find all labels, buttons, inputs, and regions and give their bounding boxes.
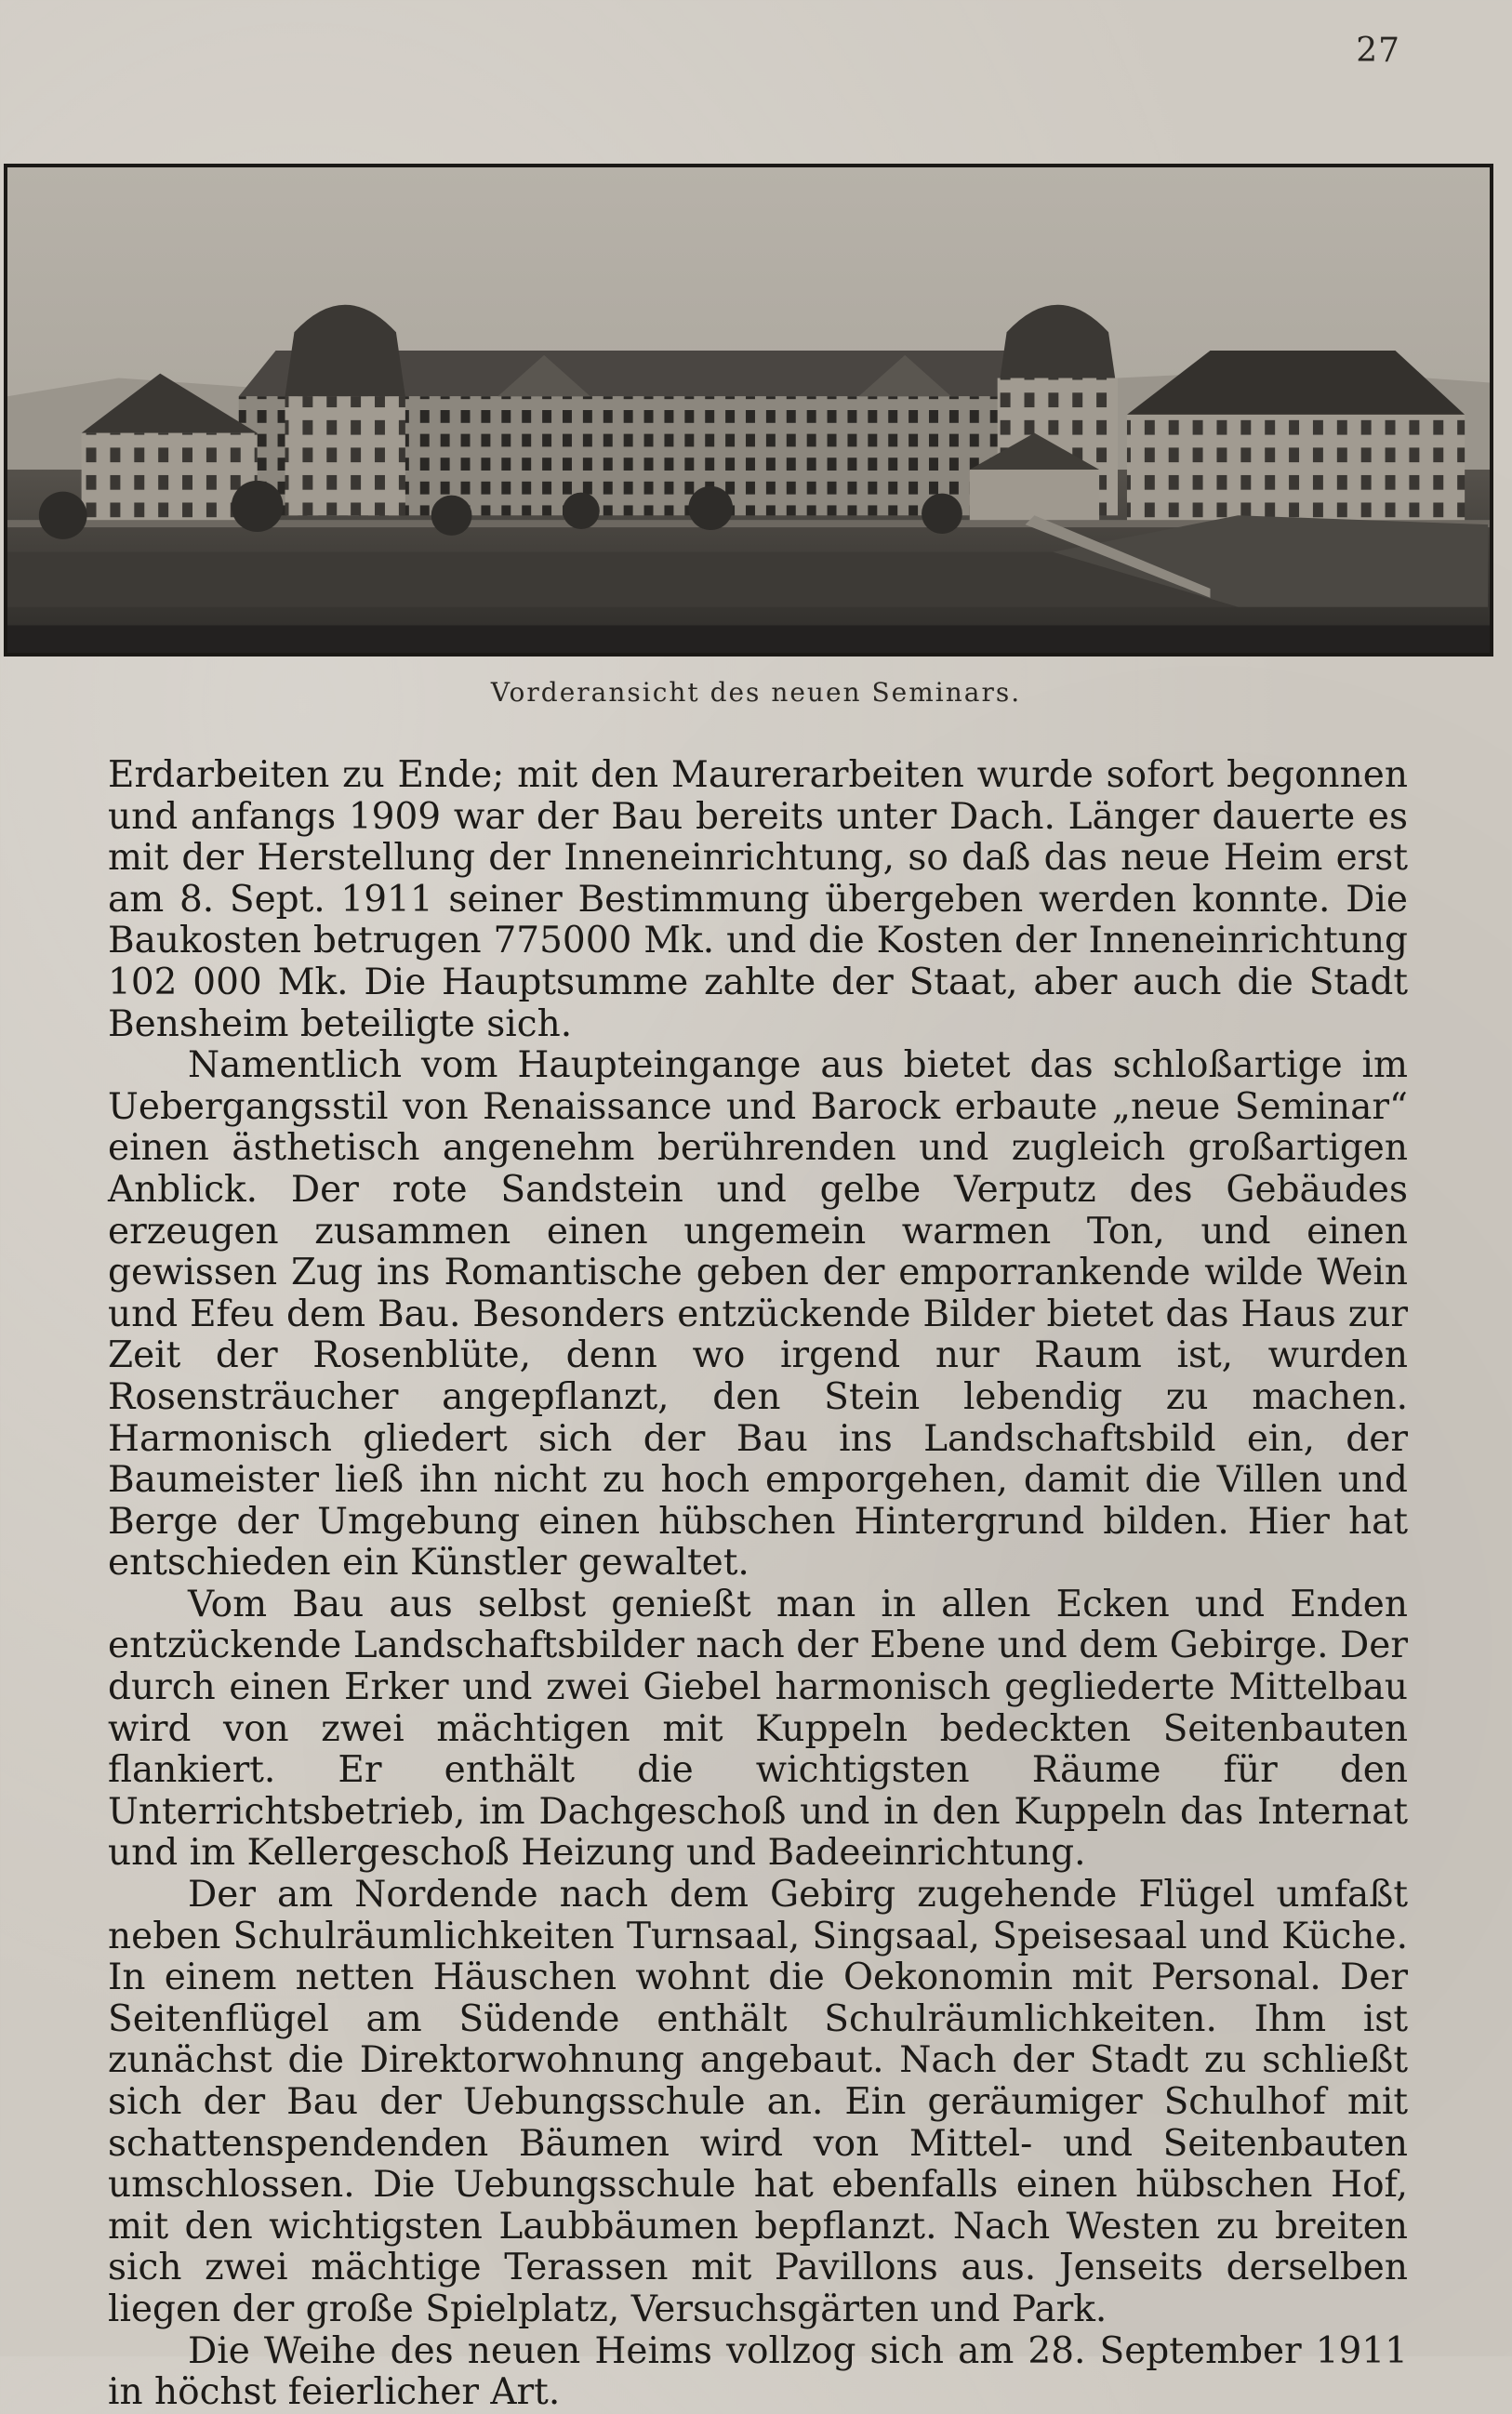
paragraph-4: Der am Nordende nach dem Gebirg zugehende Flügel umfaßt neben Schulräumlichkeiten Turnsaal, Singsaal, Speisesaal und Küche. In einem netten Häuschen wohnt die Oekonomin mit Personal. Der Seitenflügel am Südende enthält Schulräumlichkeiten. Ihm ist zunächst die Direktorwohnung angebaut. Nach der Stadt zu schließt sich der Bau der Uebungsschule an. Ein geräumiger Schulhof mit schattenspendenden Bäumen wird von Mittel- und Seitenbauten umschlossen. Die Uebungsschule hat ebenfalls einen hübschen Hof, mit den wichtigsten Laubbäumen bepflanzt. Nach Westen zu breiten sich zwei mächtige Terassen mit Pavillons aus. Jenseits derselben liegen der große Spielplatz, Versuchsgärten und Park. bbox=[108, 1874, 1408, 2330]
seminar-building-image bbox=[7, 167, 1490, 653]
page-number: 27 bbox=[1356, 32, 1400, 70]
article-body bbox=[108, 755, 1408, 2414]
paragraph-1: Erdarbeiten zu Ende; mit den Maurerarbeiten wurde sofort begonnen und anfangs 1909 war der Bau bereits unter Dach. Länger dauerte es mit der Herstellung der Inneneinrichtung, so daß das neue Heim erst am 8. Sept. 1911 seiner Bestimmung übergeben werden konnte. Die Baukosten betrugen 775000 Mk. und die Kosten der Inneneinrichtung 102 000 Mk. Die Hauptsumme zahlte der Staat, aber auch die Stadt Bensheim beteiligte sich. bbox=[108, 754, 1408, 1045]
paragraph-5: Die Weihe des neuen Heims vollzog sich am 28. September 1911 in höchst feierlicher Art. bbox=[108, 2329, 1408, 2414]
figure-caption: Vorderansicht des neuen Seminars. bbox=[490, 677, 1022, 708]
paragraph-2: Namentlich vom Haupteingange aus bietet das schloßartige im Uebergangsstil von Renaissance und Barock erbaute „neue Seminar“ einen ästhetisch angenehm berührenden und zugleich großartigen Anblick. Der rote Sandstein und gelbe Verputz des Gebäudes erzeugen zusammen einen ungemein warmen Ton, und einen gewissen Zug ins Romantische geben der emporrankende wilde Wein und Efeu dem Bau. Besonders entzückende Bilder bietet das Haus zur Zeit der Rosenblüte, denn wo irgend nur Raum ist, wurden Rosensträucher angepflanzt, den Stein lebendig zu machen. Harmonisch gliedert sich der Bau ins Landschaftsbild ein, der Baumeister ließ ihn nicht zu hoch emporgehen, damit die Villen und Berge der Umgebung einen hübschen Hintergrund bilden. Hier hat entschieden ein Künstler gewaltet. bbox=[108, 1044, 1408, 1585]
paragraph-3: Vom Bau aus selbst genießt man in allen Ecken und Enden entzückende Landschaftsbilder nach der Ebene und dem Gebirge. Der durch einen Erker und zwei Giebel harmonisch gegliederte Mittelbau wird von zwei mächtigen mit Kuppeln bedeckten Seitenbauten flankiert. Er enthält die wichtigsten Räume für den Unterrichtsbetrieb, im Dachgeschoß und in den Kuppeln das Internat und im Kellergeschoß Heizung und Badeeinrichtung. bbox=[108, 1583, 1408, 1875]
seminar-photograph bbox=[4, 164, 1493, 657]
